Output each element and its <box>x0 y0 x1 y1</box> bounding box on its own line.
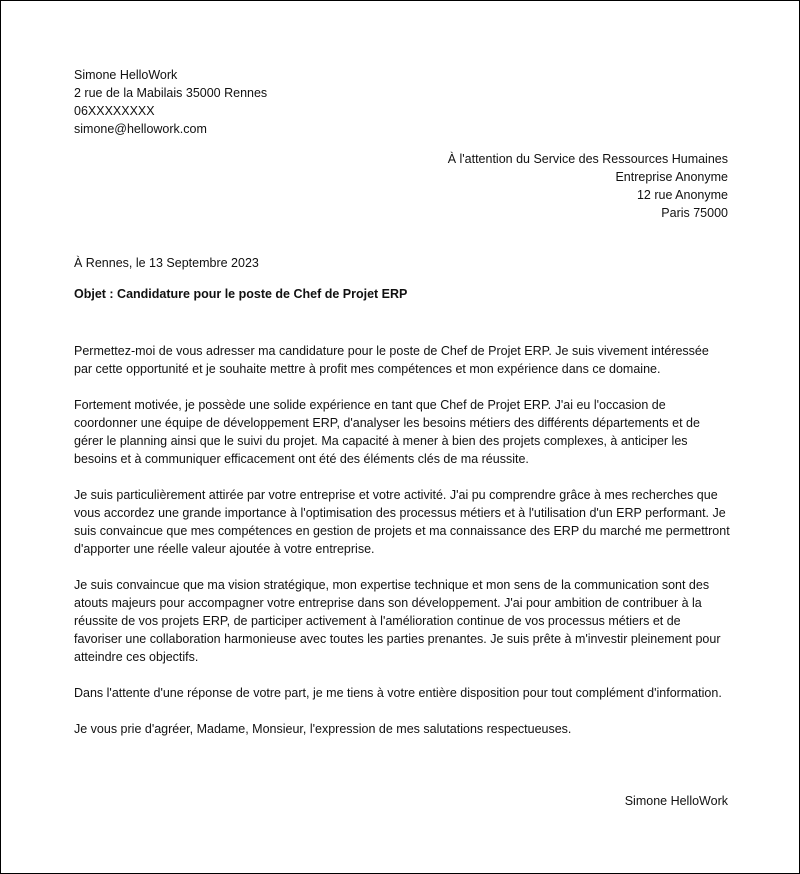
sender-block <box>74 66 474 138</box>
paragraph-closing: Je vous prie d'agréer, Madame, Monsieur, l'expression de mes salutations respectueuses. <box>74 722 572 736</box>
recipient-attention: À l'attention du Service des Ressources Humaines <box>447 152 728 166</box>
paragraph-availability: Dans l'attente d'une réponse de votre part, je me tiens à votre entière disposition pour tout complément d'information. <box>74 686 722 700</box>
paragraph-vision: Je suis convaincue que ma vision stratégique, mon expertise technique et mon sens de la communication sont des atouts majeurs pour accompagner votre entreprise dans son développement. J'ai pour ambition de contribuer à la réussite de vos projets ERP, de participer activement à l'amélioration continue de vos processus métiers et de favoriser une collaboration harmonieuse avec toutes les parties prenantes. Je suis prête à m'investir pleinement pour atteindre ces objectifs. <box>74 578 721 664</box>
recipient-city: Paris 75000 <box>661 206 728 220</box>
recipient-street: 12 rue Anonyme <box>636 188 728 202</box>
signature: Simone HelloWork <box>624 794 728 808</box>
sender-phone: 06XXXXXXXX <box>74 104 155 118</box>
recipient-block <box>308 150 728 222</box>
paragraph-company-interest: Je suis particulièrement attirée par votre entreprise et votre activité. J'ai pu comprendre grâce à mes recherches que vous accordez une grande importance à l'optimisation des processus métiers et à l'utilisation d'un ERP performant. Je suis convaincue que mes compétences en gestion de projets et ma connaissance des ERP du marché me permettront d'apporter une réelle valeur ajoutée à votre entreprise. <box>74 488 730 556</box>
letter-body <box>74 342 730 756</box>
subject-line: Objet : Candidature pour le poste de Chef de Projet ERP <box>74 287 408 301</box>
paragraph-experience: Fortement motivée, je possède une solide expérience en tant que Chef de Projet ERP. J'ai eu l'occasion de coordonner une équipe de développement ERP, d'analyser les besoins métiers des différents départements et de gérer le planning ainsi que le suivi du projet. Ma capacité à mener à bien des projets complexes, à anticiper les besoins et à communiquer efficacement ont été des éléments clés de ma réussite. <box>74 398 700 466</box>
sender-address: 2 rue de la Mabilais 35000 Rennes <box>74 86 268 100</box>
date-line: À Rennes, le 13 Septembre 2023 <box>74 256 259 270</box>
sender-email: simone@hellowork.com <box>74 122 207 136</box>
sender-name: Simone HelloWork <box>74 68 178 82</box>
paragraph-intro: Permettez-moi de vous adresser ma candidature pour le poste de Chef de Projet ERP. Je suis vivement intéressée par cette opportunité et je souhaite mettre à profit mes compétences et mon expérience dans ce domaine. <box>74 344 709 376</box>
recipient-company: Entreprise Anonyme <box>615 170 728 184</box>
